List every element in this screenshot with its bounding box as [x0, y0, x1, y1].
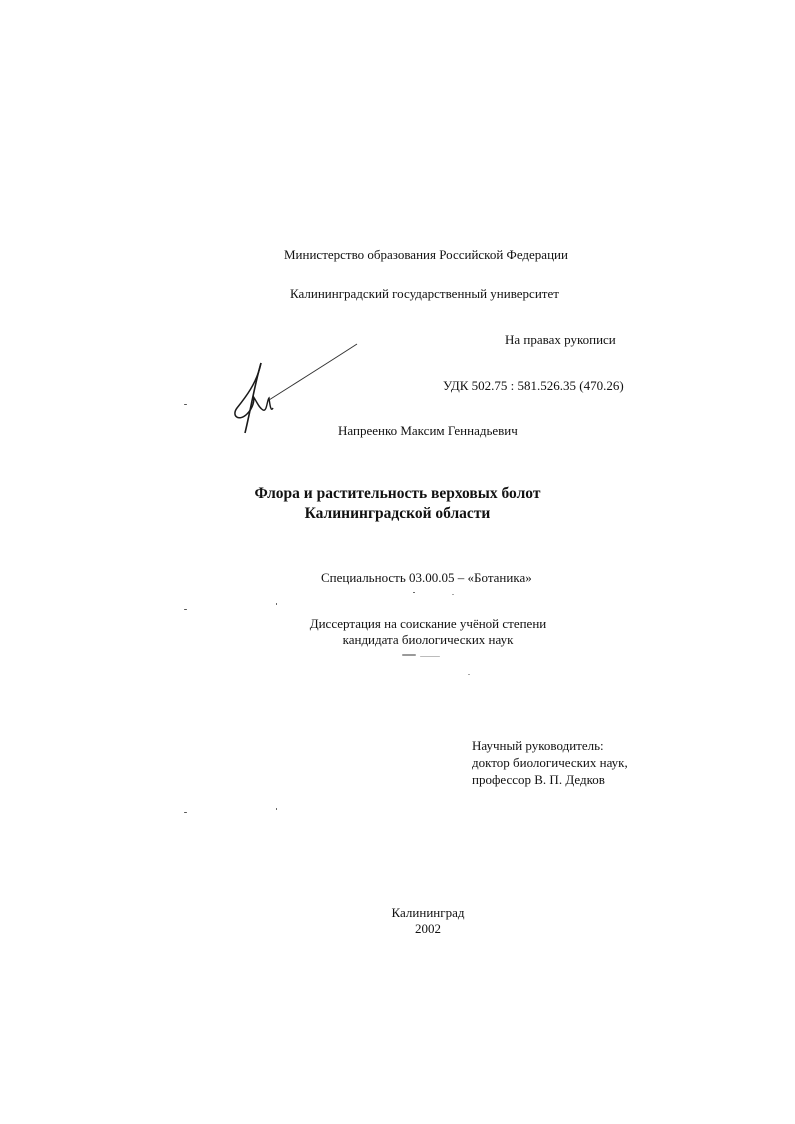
- scan-speck: [452, 594, 454, 595]
- supervisor-degree: доктор биологических наук,: [472, 755, 628, 770]
- scan-speck: [276, 603, 277, 605]
- scan-speck: [184, 812, 187, 813]
- scan-speck: [420, 656, 440, 657]
- scan-speck: [402, 654, 416, 656]
- author-name: Напреенко Максим Геннадьевич: [338, 423, 518, 438]
- specialty-line: Специальность 03.00.05 – «Ботаника»: [321, 570, 532, 585]
- thesis-title-line-2: Калининградской области: [304, 505, 491, 522]
- udc-line: УДК 502.75 : 581.526.35 (470.26): [443, 378, 624, 393]
- supervisor-label: Научный руководитель:: [472, 738, 604, 753]
- dissertation-line-1: Диссертация на соискание учёной степени: [309, 616, 547, 631]
- scan-speck: [276, 808, 277, 810]
- dissertation-line-2: кандидата биологических наук: [342, 632, 514, 647]
- scan-speck: [184, 404, 187, 405]
- scan-speck: [468, 674, 470, 675]
- university-line: Калининградский государственный университет: [290, 286, 559, 301]
- city-line: Калининград: [391, 905, 465, 920]
- supervisor-name: профессор В. П. Дедков: [472, 772, 605, 787]
- manuscript-rights: На правах рукописи: [505, 332, 616, 347]
- ministry-line: Министерство образования Российской Федерации: [284, 247, 568, 262]
- thesis-title-line-1: Флора и растительность верховых болот: [254, 485, 541, 502]
- scan-speck: [413, 592, 415, 593]
- supervisor-block: [472, 737, 628, 788]
- scan-speck: [184, 609, 187, 610]
- year-line: 2002: [415, 921, 441, 936]
